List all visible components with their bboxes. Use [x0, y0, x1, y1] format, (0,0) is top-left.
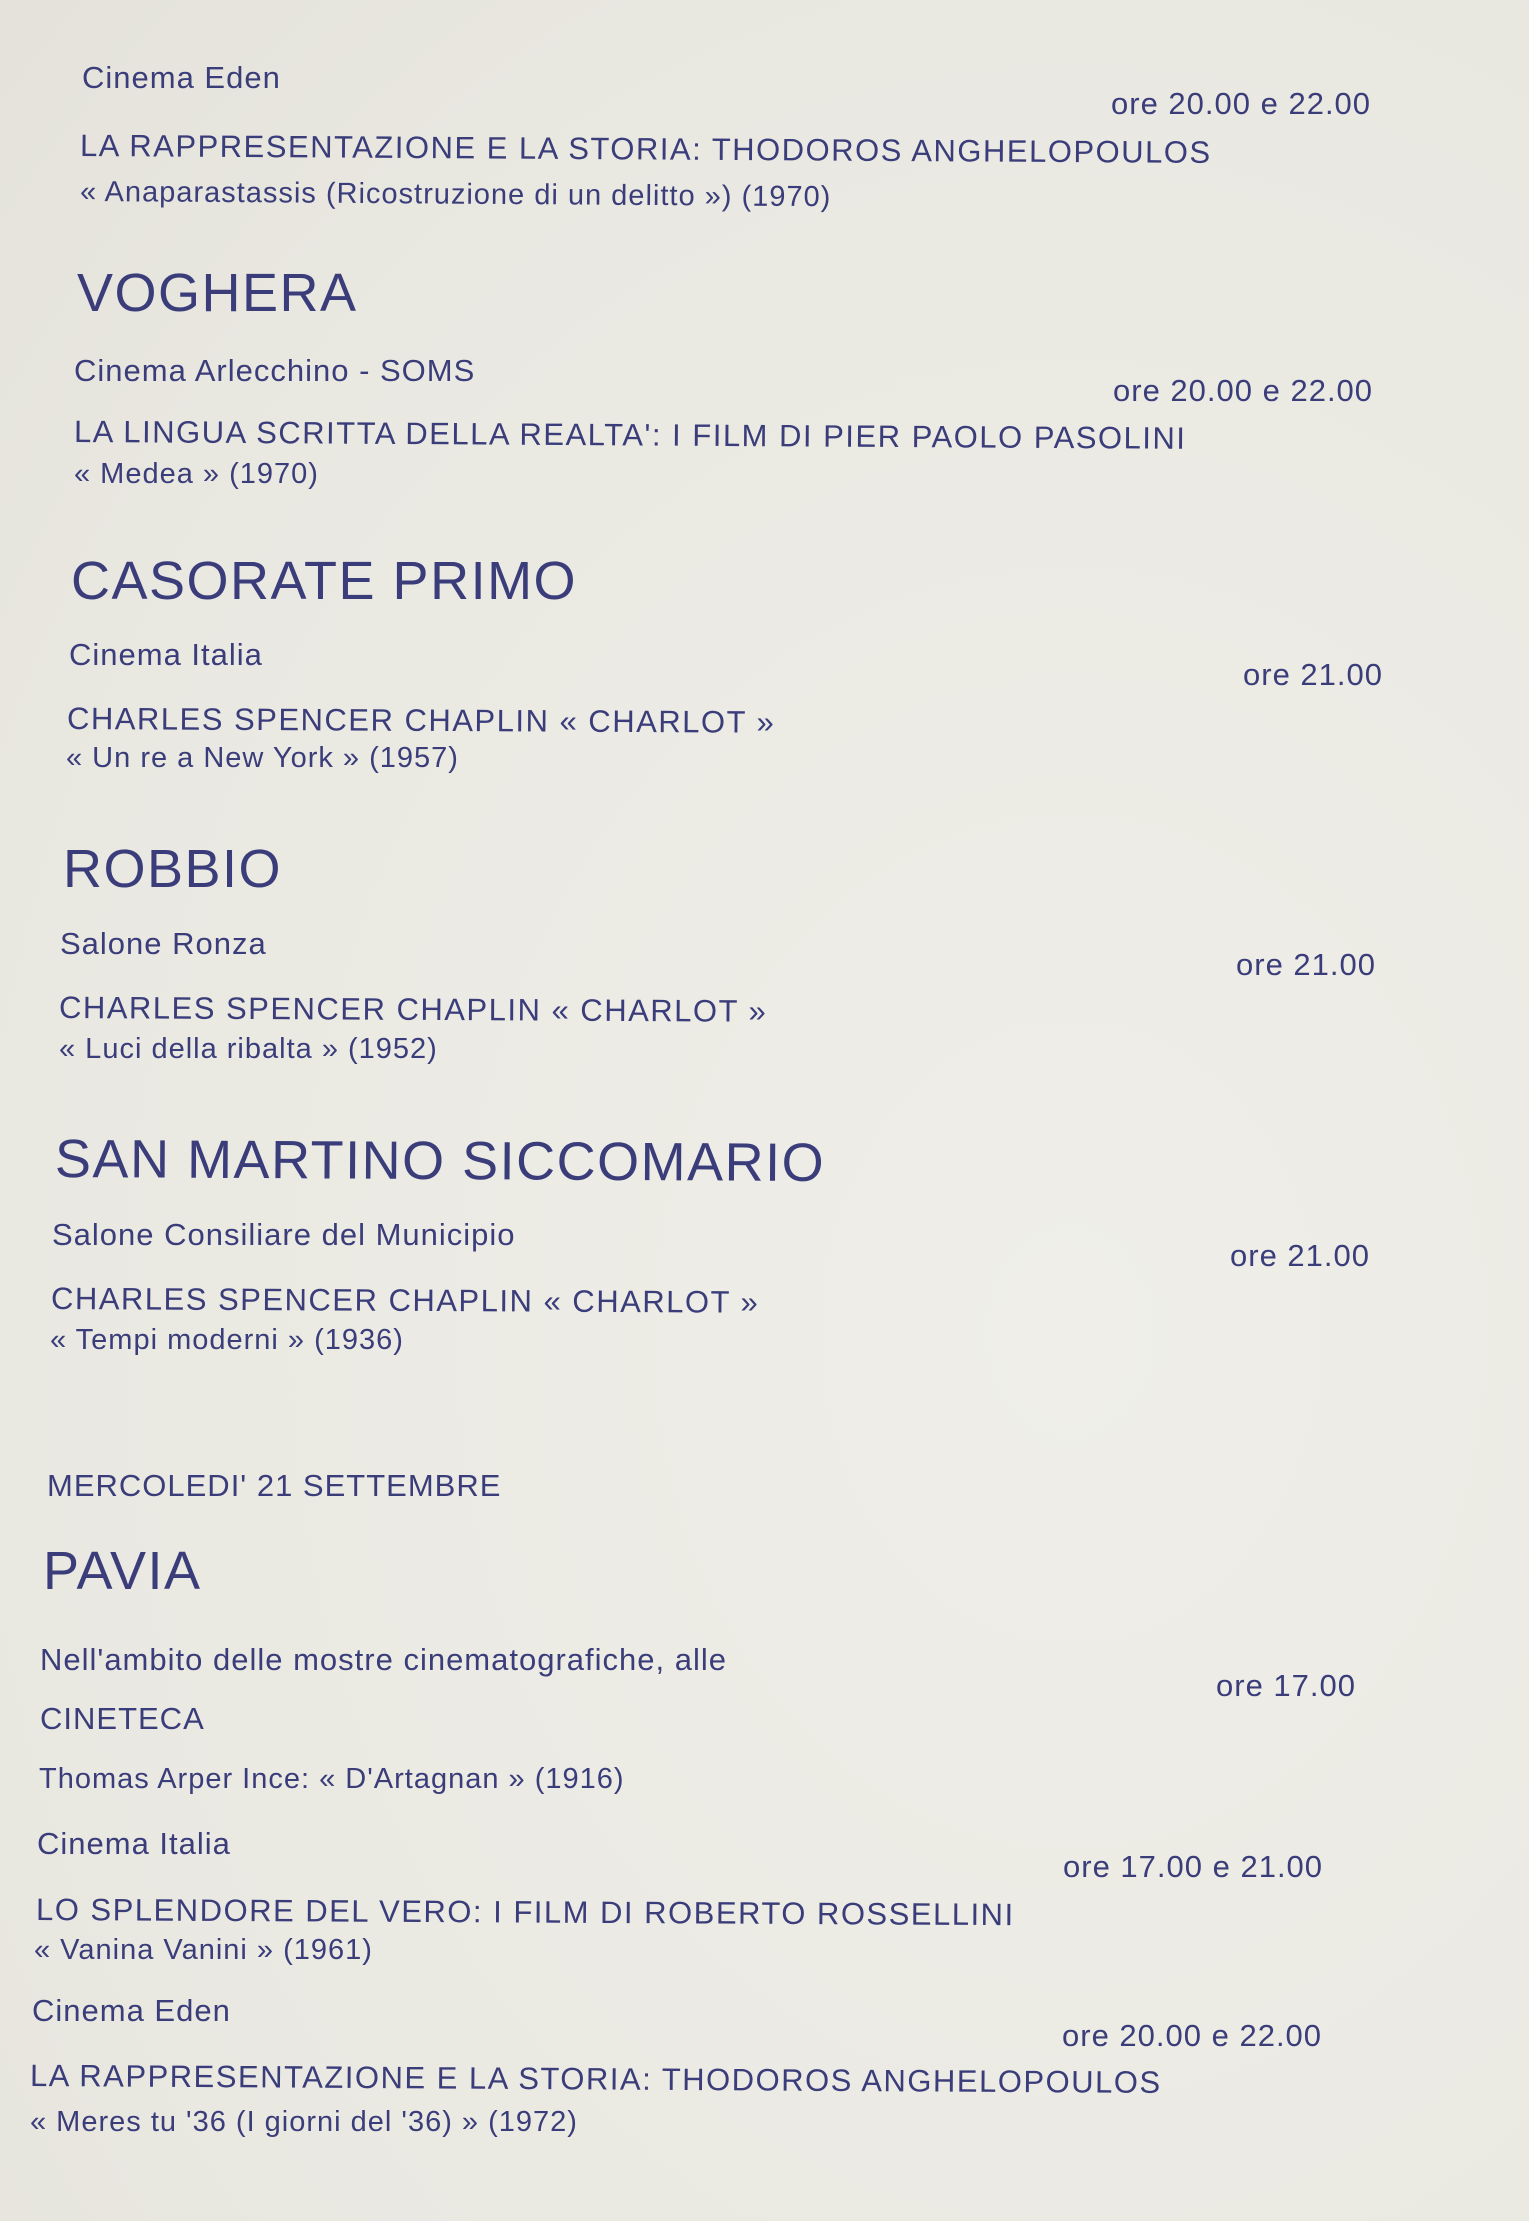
- show-time: ore 20.00 e 22.00: [1113, 373, 1374, 408]
- series-title: LA LINGUA SCRITTA DELLA REALTA': I FILM DI PIER PAOLO PASOLINI: [73, 414, 1187, 456]
- venue-name: Salone Consiliare del Municipio: [52, 1217, 516, 1252]
- film-title: Thomas Arper Ince: « D'Artagnan » (1916): [39, 1763, 625, 1795]
- city-heading: SAN MARTINO SICCOMARIO: [54, 1129, 826, 1194]
- date-heading: MERCOLEDI' 21 SETTEMBRE: [47, 1468, 502, 1503]
- series-title: LO SPLENDORE DEL VERO: I FILM DI ROBERTO ROSSELLINI: [35, 1892, 1015, 1933]
- venue-name: CINETECA: [40, 1701, 205, 1736]
- city-heading: VOGHERA: [77, 263, 358, 323]
- show-time: ore 17.00 e 21.00: [1063, 1849, 1324, 1884]
- series-title: CHARLES SPENCER CHAPLIN « CHARLOT »: [50, 1281, 760, 1320]
- venue-name: Cinema Eden: [82, 60, 281, 95]
- city-heading: ROBBIO: [63, 839, 283, 899]
- film-title: « Meres tu '36 (I giorni del '36) » (1972): [30, 2106, 578, 2138]
- film-title: « Medea » (1970): [74, 458, 319, 490]
- series-title: CHARLES SPENCER CHAPLIN « CHARLOT »: [58, 990, 768, 1029]
- show-time: ore 20.00 e 22.00: [1062, 2018, 1323, 2053]
- city-heading: CASORATE PRIMO: [71, 551, 578, 611]
- show-time: ore 21.00: [1236, 947, 1376, 982]
- venue-name: Cinema Italia: [37, 1826, 231, 1861]
- show-time: ore 20.00 e 22.00: [1111, 86, 1372, 121]
- film-title: « Vanina Vanini » (1961): [34, 1934, 373, 1966]
- show-time: ore 21.00: [1230, 1238, 1370, 1273]
- series-title: LA RAPPRESENTAZIONE E LA STORIA: THODOROS ANGHELOPOULOS: [29, 2058, 1162, 2100]
- film-title: « Un re a New York » (1957): [66, 742, 459, 774]
- show-time: ore 17.00: [1216, 1668, 1356, 1703]
- venue-name: Cinema Italia: [69, 637, 263, 672]
- intro-text: Nell'ambito delle mostre cinematografiche, alle: [40, 1642, 727, 1677]
- city-heading: PAVIA: [43, 1541, 202, 1601]
- venue-name: Salone Ronza: [60, 926, 267, 961]
- series-title: CHARLES SPENCER CHAPLIN « CHARLOT »: [66, 701, 776, 740]
- film-title: « Anaparastassis (Ricostruzione di un delitto ») (1970): [79, 176, 832, 214]
- film-title: « Tempi moderni » (1936): [50, 1324, 404, 1356]
- series-title: LA RAPPRESENTAZIONE E LA STORIA: THODOROS ANGHELOPOULOS: [79, 128, 1212, 170]
- venue-name: Cinema Eden: [32, 1993, 231, 2028]
- show-time: ore 21.00: [1243, 657, 1383, 692]
- venue-name: Cinema Arlecchino - SOMS: [74, 353, 476, 388]
- film-title: « Luci della ribalta » (1952): [59, 1033, 438, 1065]
